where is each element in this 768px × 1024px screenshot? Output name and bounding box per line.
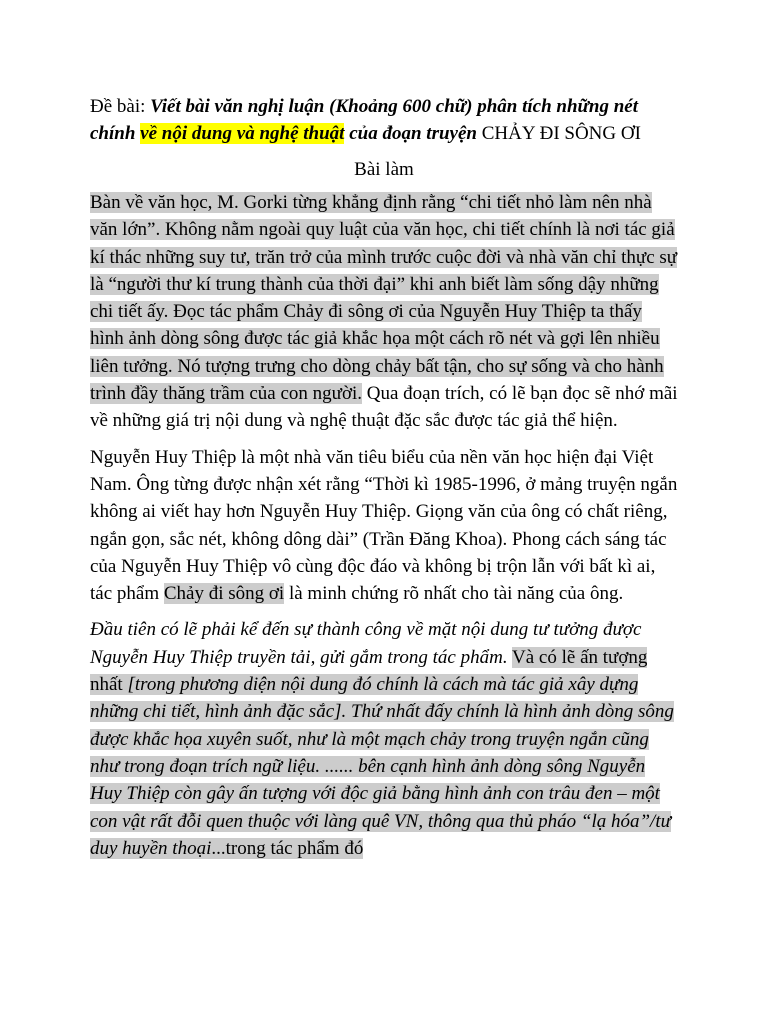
paragraph-intro-plain: Qua đoạn trích, có lẽ bạn đọc sẽ nhớ mãi về những giá trị nội dung và nghệ thuật đặc sắc được tác giả thể hiện. xyxy=(90,383,678,432)
paragraph-content xyxy=(90,616,678,862)
work-name-highlight: Chảy đi sông ơi xyxy=(163,583,285,605)
prompt-text-1: Viết bài văn nghị luận (Khoảng 600 chữ) phân tích những nét chính xyxy=(90,96,639,144)
assignment-title xyxy=(90,93,678,147)
paragraph-author xyxy=(90,444,678,608)
prompt-highlight: về nội dung và nghệ thuật xyxy=(140,123,345,144)
work-title: CHẢY ĐI SÔNG ƠI xyxy=(476,123,641,144)
assignment-prefix: Đề bài: xyxy=(90,96,151,117)
paragraph-intro xyxy=(90,189,678,435)
paragraph-author-text-2: là minh chứng rõ nhất cho tài năng của ông. xyxy=(284,583,624,605)
prompt-text-2: của đoạn truyện xyxy=(344,123,477,144)
highlight-italic: [trong phương diện nội dung đó chính là cách mà tác giả xây dựng những chi tiết, hình ảnh đặc sắc]. Thứ nhất đấy chính là hình ảnh dòng sông được khắc họa xuyên suốt, như là một mạch chảy trong truyện ngắn cũng như trong đoạn trích ngữ liệu. ...... bên cạnh hình ảnh dòng sông Nguyễn Huy Thiệp còn gây ấn tượng với độc giả bằng hình ảnh con trâu đen – một con vật rất đỗi quen thuộc với làng quê VN, thông qua thủ pháo “lạ hóa”/tư duy huyền thoại xyxy=(90,674,674,859)
highlight-plain-1: Và có lẽ ấn tượng nhất xyxy=(90,646,648,696)
essay-subtitle: Bài làm xyxy=(354,159,414,180)
paragraph-content-italic: Đầu tiên có lẽ phải kể đến sự thành công về mặt nội dung tư tưởng được Nguyễn Huy Thiệp truyền tải, gửi gắm trong tác phẩm. xyxy=(90,619,642,668)
paragraph-author-text-1: Nguyễn Huy Thiệp là một nhà văn tiêu biểu của nền văn học hiện đại Việt Nam. Ông từng được nhận xét rằng “Thời kì 1985-1996, ở mảng truyện ngắn không ai viết hay hơn Nguyễn Huy Thiệp. Giọng văn của ông có chất riêng, ngắn gọn, sắc nét, không dông dài” (Trần Đăng Khoa). Phong cách sáng tác của Nguyễn Huy Thiệp vô cùng độc đáo và không bị trộn lẫn với bất kì ai, tác phẩm xyxy=(90,446,678,605)
highlight-plain-2: ...trong tác phẩm đó xyxy=(211,837,364,859)
paragraph-intro-highlight: Bàn về văn học, M. Gorki từng khẳng định rằng “chi tiết nhỏ làm nên nhà văn lớn”. Không nằm ngoài quy luật của văn học, chi tiết chính là nơi tác giả kí thác những suy tư, trăn trở của mình trước cuộc đời và nhà văn chỉ thực sự là “người thư kí trung thành của thời đại” khi anh biết làm sống dậy những chi tiết ấy. Đọc tác phẩm Chảy đi sông ơi của Nguyễn Huy Thiệp ta thấy hình ảnh dòng sông được tác giả khắc họa một cách rõ nét và gợi lên nhiều liên tưởng. Nó tượng trưng cho dòng chảy bất tận, cho sự sống và cho hành trình đầy thăng trầm của con người. xyxy=(90,192,678,405)
paragraph-content-highlight xyxy=(90,647,674,859)
